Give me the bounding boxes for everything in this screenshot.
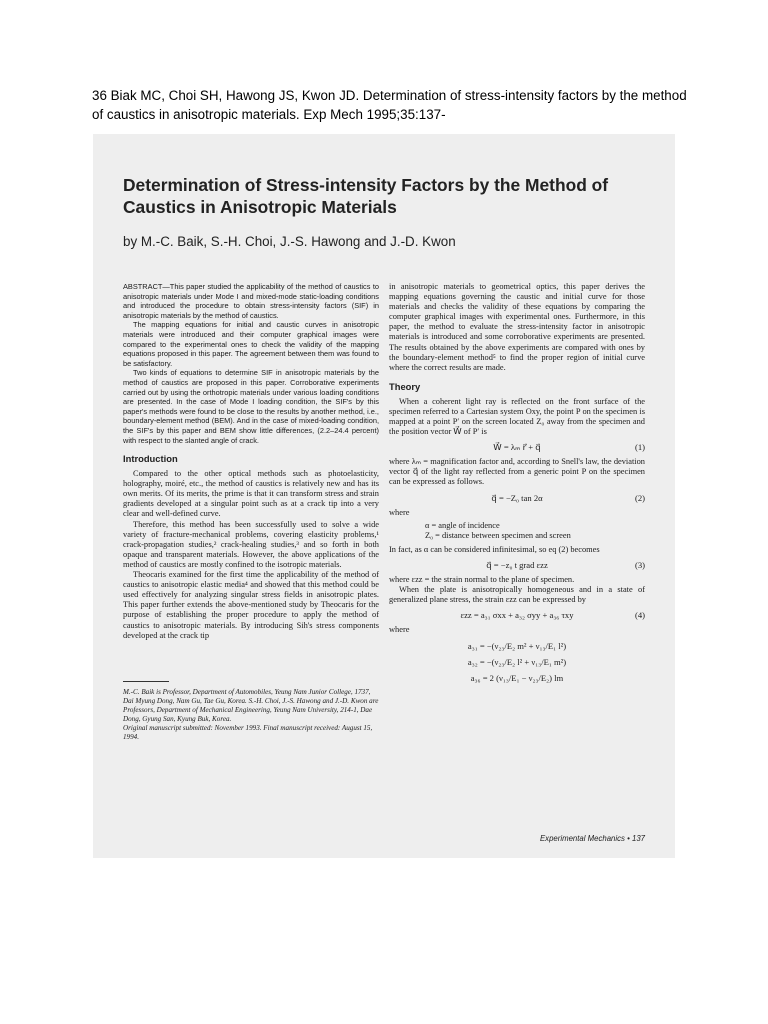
footnote-manuscript: Original manuscript submitted: November 1993. Final manuscript received: August 15, 1994. bbox=[123, 723, 373, 741]
intro-continuation: in anisotropic materials to geometrical optics, this paper derives the mapping equations governing the caustic and initial curve for those materials and checks the validity of these equations by comparing the computer graphical images with experimental ones. Furthermore, in this paper, the method to evaluate the stress-intensity factor in anisotropic materials is introduced and some corroborative experiments are presented. The results obtained by the above experiments are compared with ones by the boundary-element method⁵ to find the proper region of initial curve where the correct results are made. bbox=[389, 282, 645, 372]
equation-text: εzz = a₃₁ σxx + a₃₂ σyy + a₃₆ τxy bbox=[460, 609, 574, 620]
footnote-divider bbox=[123, 681, 169, 682]
introduction-body bbox=[123, 469, 379, 641]
footnote-affiliations: M.-C. Baik is Professor, Department of Automobiles, Yeung Nam Junior College, 1737, Dai Myung Dong, Nam Gu, Tae Gu, Korea. S.-H. Choi, J.-S. Hawong and J.-D. Kwon are Professors, Department of Mechanical Engineering, Yeung Nam University, 214-1, Dae Dong, Gyung San, Kyung Buk, Korea. bbox=[123, 687, 379, 723]
equation-2 bbox=[389, 493, 645, 503]
where-label: where bbox=[389, 507, 410, 517]
equation-number: (3) bbox=[634, 559, 645, 570]
equation-number: (2) bbox=[634, 492, 645, 503]
page-footer: Experimental Mechanics • 137 bbox=[539, 834, 645, 843]
intro-paragraph: Therefore, this method has been successfully used to solve a wide variety of fracture-mechanical problems, covering elasticity problems,¹ crack-propagation studies,² crack-healing studies,³ and so forth in both opaque and transparent materials. However, the above applications of the method of caustics are mostly confined to the isotropic materials. bbox=[123, 519, 379, 569]
intro-paragraph: Theocaris examined for the first time the applicability of the method of caustics to anisotropic elastic media⁴ and showed that this method could be used effectively for analyzing singular stress fields in anisotropic plates. This paper further extends the above-mentioned study by Theocaris for the purpose of establishing the proper procedure to apply the method of caustics to anisotropic materials. By introducing Sih's stress components developed at the crack tip bbox=[123, 570, 379, 640]
equation-4 bbox=[389, 610, 645, 620]
equation-1 bbox=[389, 442, 645, 452]
abstract bbox=[123, 282, 379, 445]
equation-text: q⃗ = −z₀ t grad εzz bbox=[486, 559, 548, 570]
equation-a36: a₃₆ = 2 (ν₁₃/E₁ − ν₂₃/E₂) lm bbox=[470, 673, 564, 684]
definitions bbox=[425, 521, 645, 541]
article-authors: by M.-C. Baik, S.-H. Choi, J.-S. Hawong and J.-D. Kwon bbox=[123, 234, 456, 249]
article-title: Determination of Stress-intensity Factors by the Method of Caustics in Anisotropic Materials bbox=[123, 175, 609, 217]
left-column bbox=[123, 282, 379, 742]
where-label: where bbox=[389, 624, 410, 634]
equation-text: W⃗ = λₘ r⃗ + q⃗ bbox=[493, 442, 541, 453]
citation-text: 36 Biak MC, Choi SH, Hawong JS, Kwon JD. Determination of stress-intensity factors by the method of caustics in anisotropic materials. Exp Mech 1995;35:137- bbox=[92, 88, 687, 122]
equation-a31: a₃₁ = −(ν₂₃/E₂ m² + ν₁₃/E₁ l²) bbox=[467, 641, 567, 652]
intro-paragraph: Compared to the other optical methods such as photoelasticity, holography, moiré, etc., the method of caustics is relatively new and has its own merits. Of its merits, the prime is that it can transform stress and strain gradients developed at a singular point such as at a crack tip into a very clear and well-defined curve. bbox=[123, 469, 379, 519]
abstract-paragraph: ABSTRACT—This paper studied the applicability of the method of caustics to anisotropic materials under Mode I and mixed-mode static-loading conditions and introduced the procedure to obtain stress-intensity factors (SIF) in anisotropic materials by the method of caustics. bbox=[123, 282, 379, 320]
theory-paragraph: where εzz = the strain normal to the plane of specimen. bbox=[389, 574, 575, 584]
equation-number: (1) bbox=[634, 442, 645, 453]
theory-paragraph: When a coherent light ray is reflected on the front surface of the specimen referred to a Cartesian system Oxy, the point P on the specimen is mapped at a point P′ on the screen located Z₀ away from the specimen and the position vector W⃗ of P′ is bbox=[389, 396, 645, 437]
equation-a32: a₃₂ = −(ν₂₃/E₂ l² + ν₁₃/E₁ m²) bbox=[467, 657, 567, 668]
footnote bbox=[123, 688, 379, 742]
theory-paragraph: When the plate is anisotropically homogeneous and in a state of generalized plane stress, the strain εzz can be expressed by bbox=[389, 584, 645, 604]
right-column bbox=[389, 282, 645, 689]
scanned-page bbox=[93, 134, 675, 858]
equation-3 bbox=[389, 560, 645, 570]
abstract-paragraph: Two kinds of equations to determine SIF in anisotropic materials by the method of caustics are proposed in this paper. Corroborative experiments carried out by using the orthotropic materials under various loading conditions are presented. In the case of Mode I loading condition, the SIF's by this paper's methods were found to be close to the results by another method, i.e., boundary-element method (BEM). And in the case of mixed-loading condition, the SIF's by this paper and BEM show little differences, (2.2–24.4 percent) with respect to the slanted angle of crack. bbox=[123, 368, 379, 445]
theory-heading: Theory bbox=[389, 380, 421, 392]
abstract-paragraph: The mapping equations for initial and caustic curves in anisotropic materials were introduced and their computer graphical images were compared to the experimental ones to check the validity of the mapping equations proposed in this paper. The agreement between them was found to be satisfactory. bbox=[123, 320, 379, 368]
definition-angle: α = angle of incidence bbox=[425, 520, 500, 530]
introduction-heading: Introduction bbox=[123, 453, 178, 465]
equation-text: q⃗ = −Z₀ tan 2α bbox=[491, 492, 543, 503]
equation-number: (4) bbox=[634, 609, 645, 620]
definition-distance: Z₀ = distance between specimen and screen bbox=[425, 530, 571, 540]
theory-paragraph: where λₘ = magnification factor and, according to Snell's law, the deviation vector q⃗ of the light ray reflected from a generic point P on the specimen can be expressed as follows. bbox=[389, 457, 645, 487]
theory-paragraph: In fact, as α can be considered infinitesimal, so eq (2) becomes bbox=[389, 544, 600, 554]
